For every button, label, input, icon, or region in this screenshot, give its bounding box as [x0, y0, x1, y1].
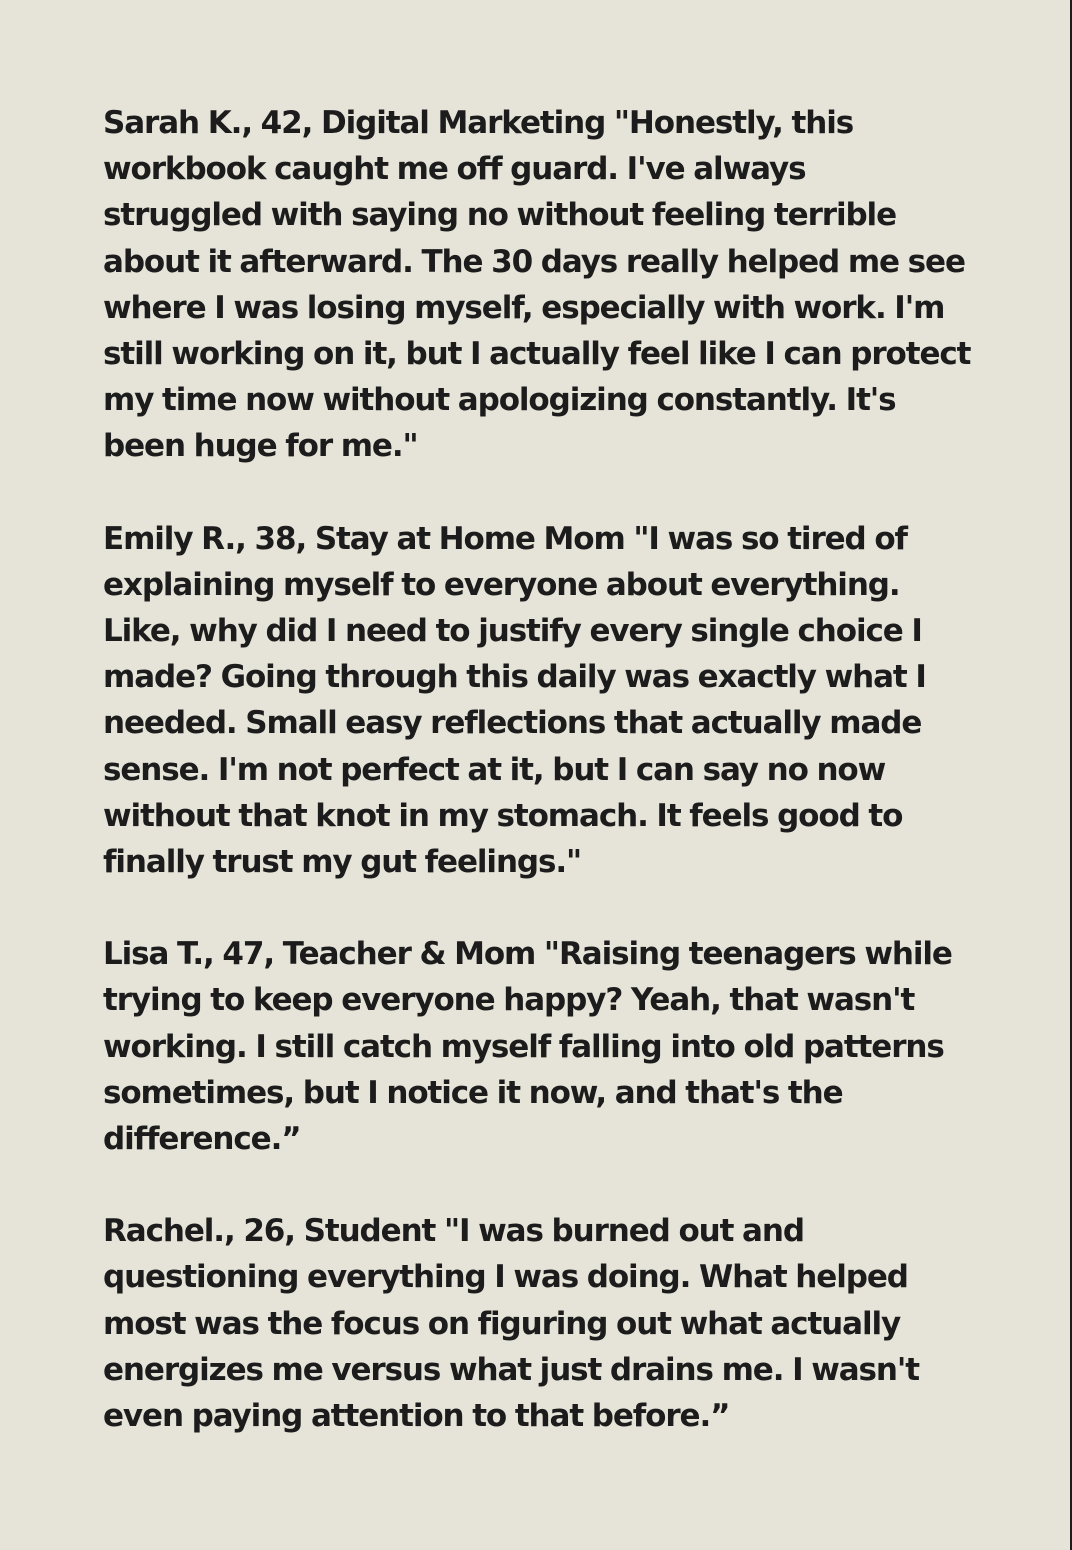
- testimonial-emily: Emily R., 38, Stay at Home Mom "I was so tired of explaining myself to everyone about everything. Like, why did I need to justify every single choice I made? Going through this daily was exactly what I needed. Small easy reflections that actually made sense. I'm not perfect at it, but I can say no now without that knot in my stomach. It feels good to finally trust my gut feelings.": [103, 520, 926, 881]
- testimonial-rachel: Rachel., 26, Student "I was burned out and questioning everything I was doing. What helped most was the focus on figuring out what actually energizes me versus what just drains me. I wasn't even paying attention to that before.”: [103, 1213, 919, 1435]
- testimonial-sarah: Sarah K., 42, Digital Marketing "Honestly, this workbook caught me off guard. I've always struggled with saying no without feeling terrible about it afterward. The 30 days really helped me see where I was losing myself, especially with work. I'm still working on it, but I actually feel like I can protect my time now without apologizing constantly. It's been huge for me.": [103, 105, 971, 465]
- testimonial-lisa: Lisa T., 47, Teacher & Mom "Raising teenagers while trying to keep everyone happy? Yeah, that wasn't working. I still catch myself falling into old patterns sometimes, but I notice it now, and that's the difference.”: [103, 936, 952, 1158]
- testimonials-list: [103, 100, 973, 1485]
